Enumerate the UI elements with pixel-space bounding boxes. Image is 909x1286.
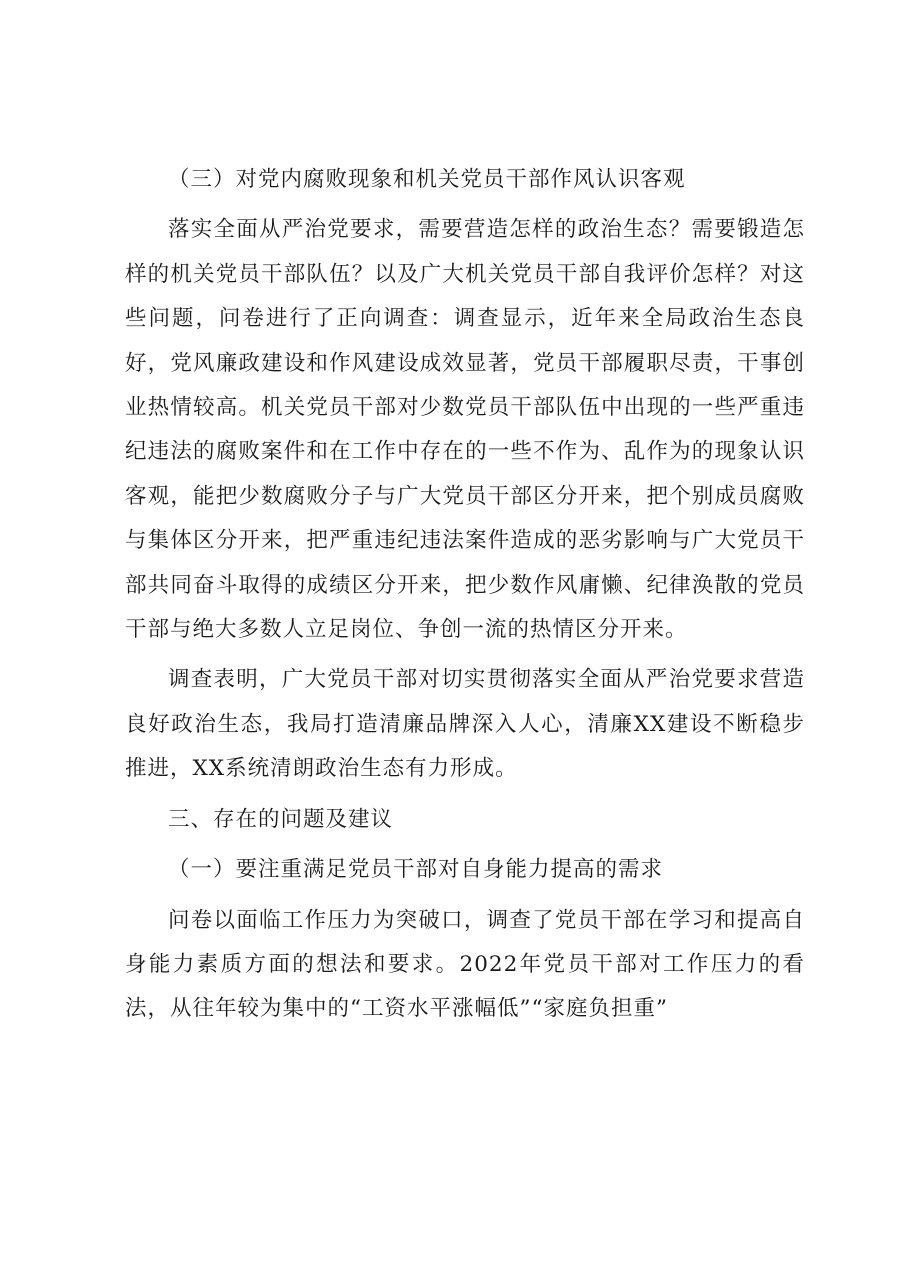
subheading-one: （一）要注重满足党员干部对自身能力提高的需求 bbox=[168, 857, 664, 883]
section-heading: 三、存在的问题及建议 bbox=[168, 806, 394, 832]
subheading-three: （三）对党内腐败现象和机关党员干部作风认识客观 bbox=[168, 167, 686, 192]
body-paragraph: 问卷以面临工作压力为突破口，调查了党员干部在学习和提高自身能力素质方面的想法和要求。2022年党员干部对工作压力的看法，从往年较为集中的“工资水平涨幅低”“家庭负担重” bbox=[125, 907, 805, 1022]
body-paragraph: 调查表明，广大党员干部对切实贯彻落实全面从严治党要求营造良好政治生态，我局打造清廉品牌深入人心，清廉XX建设不断稳步推进，XX系统清朗政治生态有力形成。 bbox=[125, 667, 805, 782]
document-body bbox=[125, 158, 805, 1032]
body-paragraph: 落实全面从严治党要求，需要营造怎样的政治生态？需要锻造怎样的机关党员干部队伍？以及广大机关党员干部自我评价怎样？对这些问题，问卷进行了正向调查：调查显示，近年来全局政治生态良好，党风廉政建设和作风建设成效显著，党员干部履职尽责，干事创业热情较高。机关党员干部对少数党员干部队伍中出现的一些严重违纪违法的腐败案件和在工作中存在的一些不作为、乱作为的现象认识客观，能把少数腐败分子与广大党员干部区分开来，把个别成员腐败与集体区分开来，把严重违纪违法案件造成的恶劣影响与广大党员干部共同奋斗取得的成绩区分开来，把少数作风庸懒、纪律涣散的党员干部与绝大多数人立足岗位、争创一流的热情区分开来。 bbox=[125, 217, 805, 643]
